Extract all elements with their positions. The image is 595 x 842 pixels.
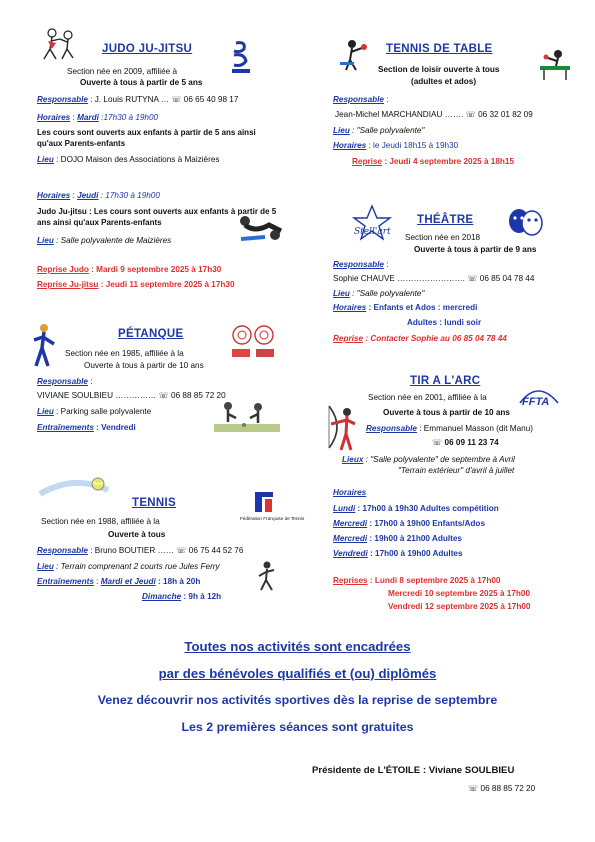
judo-hours-day: Mardi — [77, 113, 99, 122]
tennis-train2-text: : 9h à 12h — [181, 592, 222, 601]
tir-rep3: Vendredi 12 septembre 2025 à 17h00 — [388, 602, 531, 611]
tennis-table-line2: (adultes et ados) — [411, 77, 477, 86]
tir-schedule-day: Mercredi — [333, 534, 368, 543]
petanque-resp-name: VIVIANE SOULBIEU …………… — [37, 391, 157, 400]
tir-rep1: : Lundi 8 septembre 2025 à 17h00 — [367, 576, 501, 585]
judo-federation-logo — [230, 39, 252, 75]
judo-lieu2-text: : Salle polyvalente de Maizières — [53, 236, 172, 245]
judo-resp-text: : J. Louis RUTYNA … — [87, 95, 169, 104]
tennis-train2-day: Dimanche — [142, 592, 182, 601]
judo-lieu — [37, 155, 219, 165]
judo-lieu2-label: Lieu — [37, 236, 54, 245]
petanque-created: Section née en 1985, affiliée à la — [65, 349, 184, 358]
petanque-train-label: Entraînements — [37, 423, 94, 432]
petanque-train — [37, 423, 136, 433]
table-tennis-table-icon — [536, 48, 574, 82]
judo-open: Ouverte à tous à partir de 5 ans — [80, 78, 203, 87]
ffta-logo-text: FFTA — [522, 396, 550, 407]
tennis-train-label: Entraînements — [37, 577, 94, 586]
tennis-ball-icon — [38, 470, 110, 502]
theatre-resp-name: Sophie CHAUVE ……………………. — [333, 274, 465, 283]
tennis-table-rep-text: : Jeudi 4 septembre 2025 à 18h15 — [382, 157, 515, 166]
tir-phone-line — [432, 438, 499, 448]
stellart-logo-text: Stell'art — [354, 227, 391, 237]
tennis-resp-line — [37, 546, 243, 556]
archer-icon — [323, 400, 363, 454]
tir-rep2: Mercredi 10 septembre 2025 à 17h00 — [388, 589, 531, 598]
phone-icon: ☏ — [467, 274, 478, 283]
petanque-balls-icon — [230, 323, 278, 359]
petanque-resp-phone: 06 88 85 72 20 — [171, 391, 226, 400]
judo-hours2-label: Horaires — [37, 191, 71, 200]
tir-schedule-row — [333, 519, 485, 529]
tir-schedule-row — [333, 549, 463, 559]
tennis-lieu-text: : Terrain comprenant 2 courts rue Jules Ferry — [53, 562, 220, 571]
tir-schedule-text: : 19h00 à 21h00 Adultes — [367, 534, 462, 543]
theatre-rep-label: Reprise — [333, 334, 364, 343]
tennis-table-hours-text: : le Jeudi 18h15 à 19h30 — [366, 141, 459, 150]
tennis-table-resp-line — [335, 110, 533, 120]
footer-line4: Les 2 premières séances sont gratuites — [181, 720, 414, 734]
tir-resp-label: Responsable — [366, 424, 417, 433]
tennis-resp-phone: 06 75 44 52 76 — [188, 546, 244, 555]
judo-resp-phone: 06 65 40 98 17 — [183, 95, 239, 104]
judo-reprise1 — [37, 265, 221, 275]
footer-president-phone: 06 88 85 72 20 — [480, 784, 536, 793]
tir-rep-label: Reprises — [333, 576, 368, 585]
tennis-table-hours — [333, 141, 458, 151]
tennis-open: Ouverte à tous — [108, 530, 166, 539]
tennis-lieu — [37, 562, 220, 572]
petanque-scene-icon — [214, 398, 280, 434]
judo-desc1: Les cours sont ouverts aux enfants à partir de 5 ans ainsi qu'aux Parents-enfants — [37, 128, 256, 148]
tir-lieux — [342, 455, 515, 465]
theatre-resp-label: Responsable — [333, 260, 384, 269]
judo-created: Section née en 2009, affiliée à — [67, 67, 178, 76]
judo-rep2-label: Reprise Ju-jitsu — [37, 280, 99, 289]
judo-hours-label: Horaires — [37, 113, 71, 122]
judo-responsable — [37, 95, 238, 105]
petanque-resp-line — [37, 391, 226, 401]
theatre-hours — [333, 303, 477, 313]
judo-throw-icon — [235, 213, 287, 243]
table-tennis-player-icon — [338, 38, 370, 74]
fft-logo — [253, 490, 275, 514]
footer-president: Présidente de L'ÉTOILE : Viviane SOULBIEU — [312, 765, 515, 776]
theatre-hours-label: Horaires — [333, 303, 367, 312]
footer-president-phone-line — [468, 784, 535, 794]
tennis-table-rep-label: Reprise — [352, 157, 383, 166]
theatre-resp-phone: 06 85 04 78 44 — [479, 274, 535, 283]
judo-title: JUDO JU-JITSU — [102, 43, 193, 55]
theatre-created: Section née en 2018 — [405, 233, 481, 242]
tir-schedule-text: : 17h00 à 19h30 Adultes compétition — [355, 504, 499, 513]
judo-rep1-text: : Mardi 9 septembre 2025 à 17h30 — [88, 265, 222, 274]
tennis-table-resp-label-line: Responsable : — [333, 95, 389, 104]
tir-schedule-text: : 17h00 à 19h00 Adultes — [367, 549, 463, 558]
tir-schedule-row — [333, 504, 499, 514]
tennis-table-lieu-label: Lieu — [333, 126, 350, 135]
tennis-table-resp-label: Responsable — [333, 95, 384, 104]
tennis-resp-label: Responsable — [37, 546, 88, 555]
judo-fighters-icon — [40, 27, 80, 63]
tir-schedule-day: Vendredi — [333, 549, 368, 558]
tennis-table-reprise — [352, 157, 514, 167]
tennis-table-resp-name: Jean-Michel MARCHANDIAU ……. — [335, 110, 464, 119]
tir-title: TIR A L'ARC — [410, 375, 481, 387]
petanque-train-text: : Vendredi — [93, 423, 136, 432]
tennis-train-sep: : — [93, 577, 101, 586]
tir-reprise1 — [333, 576, 500, 586]
tir-schedule-text: : 17h00 à 19h00 Enfants/Ados — [367, 519, 485, 528]
tir-lieux-text2: "Terrain extérieur" d'avril à juillet — [398, 466, 515, 475]
petanque-open: Ouverte à tous à partir de 10 ans — [84, 361, 204, 370]
theatre-title: THÉÂTRE — [417, 214, 474, 226]
phone-icon: ☏ — [465, 110, 476, 119]
theatre-resp-label-line: Responsable : — [333, 260, 389, 269]
tir-resp-phone: 06 09 11 23 74 — [444, 438, 499, 447]
theatre-open: Ouverte à tous à partir de 9 ans — [414, 245, 537, 254]
footer-line1: Toutes nos activités sont encadrées — [184, 639, 411, 654]
phone-icon: ☏ — [432, 438, 443, 447]
tennis-table-lieu-text: : "Salle polyvalente" — [349, 126, 425, 135]
fft-name: Fédération Française de Tennis — [240, 516, 305, 521]
judo-rep1-label: Reprise Judo — [37, 265, 89, 274]
petanque-player-icon — [30, 322, 60, 372]
tir-open: Ouverte à tous à partir de 10 ans — [383, 408, 510, 417]
judo-hours: Horaires : Mardi :17h30 à 19h00 — [37, 113, 159, 122]
judo-lieu-label: Lieu — [37, 155, 54, 164]
footer-line2: par des bénévoles qualifiés et (ou) diplômés — [158, 666, 437, 681]
tir-hours-label: Horaires — [333, 488, 367, 497]
tennis-table-title: TENNIS DE TABLE — [386, 43, 493, 55]
footer-line3: Venez découvrir nos activités sportives dès la reprise de septembre — [97, 693, 498, 707]
tennis-resp-name: : Bruno BOUTIER …… — [87, 546, 174, 555]
phone-icon: ☏ — [158, 391, 169, 400]
judo-rep2-text: : Jeudi 11 septembre 2025 à 17h30 — [98, 280, 235, 289]
theatre-masks-icon — [505, 206, 545, 238]
theatre-lieu-label: Lieu — [333, 289, 350, 298]
tennis-train-days: Mardi et Jeudi — [100, 577, 156, 586]
theatre-resp-line — [333, 274, 534, 284]
judo-resp-label: Responsable — [37, 95, 88, 104]
theatre-hours-text2: Adultes : lundi soir — [407, 318, 482, 327]
theatre-hours-text1: : Enfants et Ados : mercredi — [366, 303, 478, 312]
tir-created: Section née en 2001, affiliée à la — [368, 393, 487, 402]
tir-schedule-row — [333, 534, 462, 544]
petanque-resp-label-line: Responsable : — [37, 377, 93, 386]
tennis-table-resp-phone: 06 32 01 82 09 — [478, 110, 533, 119]
petanque-lieu — [37, 407, 151, 417]
tennis-train-text: : 18h à 20h — [155, 577, 201, 586]
tennis-table-hours-label: Horaires — [333, 141, 367, 150]
tir-lieux-label: Lieux — [342, 455, 364, 464]
tennis-train — [37, 577, 200, 587]
petanque-resp-label: Responsable — [37, 377, 88, 386]
phone-icon: ☏ — [176, 546, 187, 555]
tennis-train2 — [142, 592, 221, 602]
judo-hours-text: :17h30 à 19h00 — [98, 113, 159, 122]
petanque-lieu-text: : Parking salle polyvalente — [53, 407, 152, 416]
judo-lieu2 — [37, 236, 171, 246]
tir-hours-label-line — [333, 488, 366, 498]
theatre-reprise — [333, 334, 507, 344]
tir-schedule-day: Mercredi — [333, 519, 368, 528]
stellart-logo — [350, 204, 394, 244]
tennis-table-line1: Section de loisir ouverte à tous — [378, 65, 500, 74]
judo-desc2: Judo Ju-jitsu : Les cours sont ouverts aux enfants à partir de 5 ans ainsi qu'aux Parents-enfants — [37, 207, 277, 227]
tir-resp-line — [366, 424, 533, 434]
tennis-created: Section née en 1988, affiliée à la — [41, 517, 160, 526]
judo-hours2-day: Jeudi — [77, 191, 99, 200]
tir-schedule-day: Lundi — [333, 504, 356, 513]
ffta-logo — [516, 385, 562, 407]
tir-lieux-text1: : "Salle polyvalente" de septembre à Avril — [363, 455, 515, 464]
theatre-lieu — [333, 289, 424, 299]
tir-resp-text: : Emmanuel Masson (dit Manu) — [416, 424, 534, 433]
petanque-title: PÉTANQUE — [118, 328, 184, 340]
petanque-lieu-label: Lieu — [37, 407, 54, 416]
phone-icon: ☏ — [468, 784, 479, 793]
judo-hours2: Horaires : Jeudi : 17h30 à 19h00 — [37, 191, 160, 200]
judo-reprise2 — [37, 280, 235, 290]
judo-hours2-text: : 17h30 à 19h00 — [98, 191, 160, 200]
phone-icon: ☏ — [171, 95, 182, 104]
theatre-rep-text: : Contacter Sophie au 06 85 04 78 44 — [363, 334, 507, 343]
tennis-title: TENNIS — [132, 497, 176, 509]
tennis-runner-icon — [256, 560, 278, 594]
theatre-lieu-text: : "Salle polyvalente" — [349, 289, 425, 298]
tennis-table-lieu — [333, 126, 424, 136]
tennis-lieu-label: Lieu — [37, 562, 54, 571]
judo-lieu-text: : DOJO Maison des Associations à Maizières — [53, 155, 220, 164]
